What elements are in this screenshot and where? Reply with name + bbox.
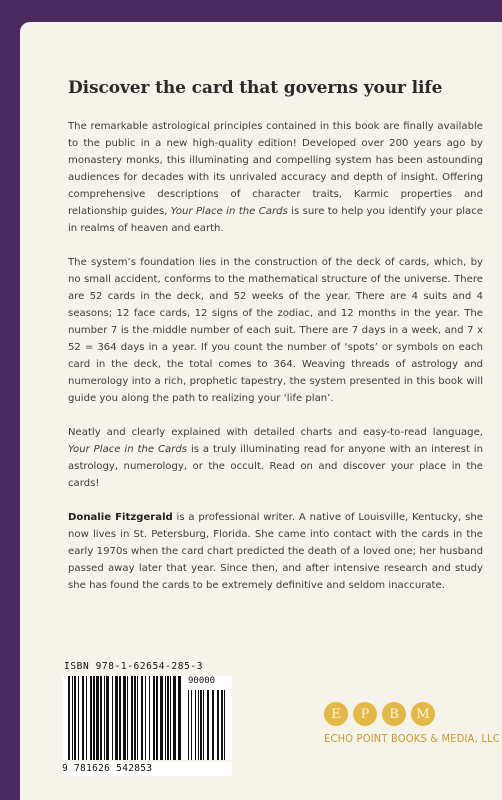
logo-letter-m: M xyxy=(411,702,435,726)
barcode-bars xyxy=(62,676,232,760)
headline: Discover the card that governs your life xyxy=(68,78,443,98)
paragraph-foundation: The system’s foundation lies in the construction of the deck of cards, which, by no small accident, conforms to the mathematical structure of the universe. There are 52 cards in the deck, and 52 weeks of the year. There are 4 suits and 4 seasons; 12 face cards, 12 signs of the zodiac, and 12 months in the year. The number 7 is the middle number of each suit. There are 7 days in a week, and 7 x 52 = 364 days in a year. If you count the number of ‘spots’ or symbols on each card in the deck, the total comes to 364. Weaving threads of astrology and numerology into a rich, prophetic tapestry, the system presented in this book will guide you along the path to realizing your ‘life plan’. xyxy=(68,257,483,404)
paragraph-intro xyxy=(68,118,483,237)
logo-circles xyxy=(324,702,474,726)
book-title: Your Place in the Cards xyxy=(170,206,288,217)
publisher-logo xyxy=(324,702,500,782)
text-span: is sure to help you identify your place in realms of heaven and earth. xyxy=(68,206,483,234)
author-bio xyxy=(68,509,483,594)
paragraph-summary xyxy=(68,424,483,492)
isbn-barcode xyxy=(62,660,232,778)
text-span: Neatly and clearly explained with detailed charts and easy-to-read language, xyxy=(68,427,483,438)
text-span: is a professional writer. A native of Louisville, Kentucky, she now lives in St. Petersburg, Florida. She came into contact with the cards in the early 1970s when the card chart predicted the death of a loved one; her husband passed away later that year. Since then, and after intensive research and study she has found the cards to be extremely definitive and seldom inaccurate. xyxy=(68,512,483,591)
logo-letter-p: P xyxy=(353,702,377,726)
author-name: Donalie Fitzgerald xyxy=(68,512,173,523)
logo-letter-b: B xyxy=(382,702,406,726)
text-span: is a truly illuminating read for anyone with an interest in astrology, numerology, or the occult. Read on and discover your place in the cards! xyxy=(68,444,484,489)
back-cover xyxy=(20,22,502,800)
book-title: Your Place in the Cards xyxy=(68,444,188,455)
ean-digits: 9 781626 542853 xyxy=(62,762,232,776)
barcode-graphic xyxy=(62,676,232,760)
isbn-label: ISBN 978-1-62654-285-3 xyxy=(64,661,204,672)
logo-letter-e: E xyxy=(324,702,348,726)
text-span: The remarkable astrological principles contained in this book are finally available to the public in a new high-quality edition! Developed over 200 years ago by monastery monks, this illuminating and compelling system has been astounding audiences for decades with its unrivaled accuracy and depth of insight. Offering comprehensive descriptions of character traits, Karmic properties and relationship guides, xyxy=(68,121,483,217)
price-code: 90000 xyxy=(188,676,216,686)
publisher-name: ECHO POINT BOOKS & MEDIA, LLC xyxy=(324,732,500,745)
blurb xyxy=(68,78,483,611)
